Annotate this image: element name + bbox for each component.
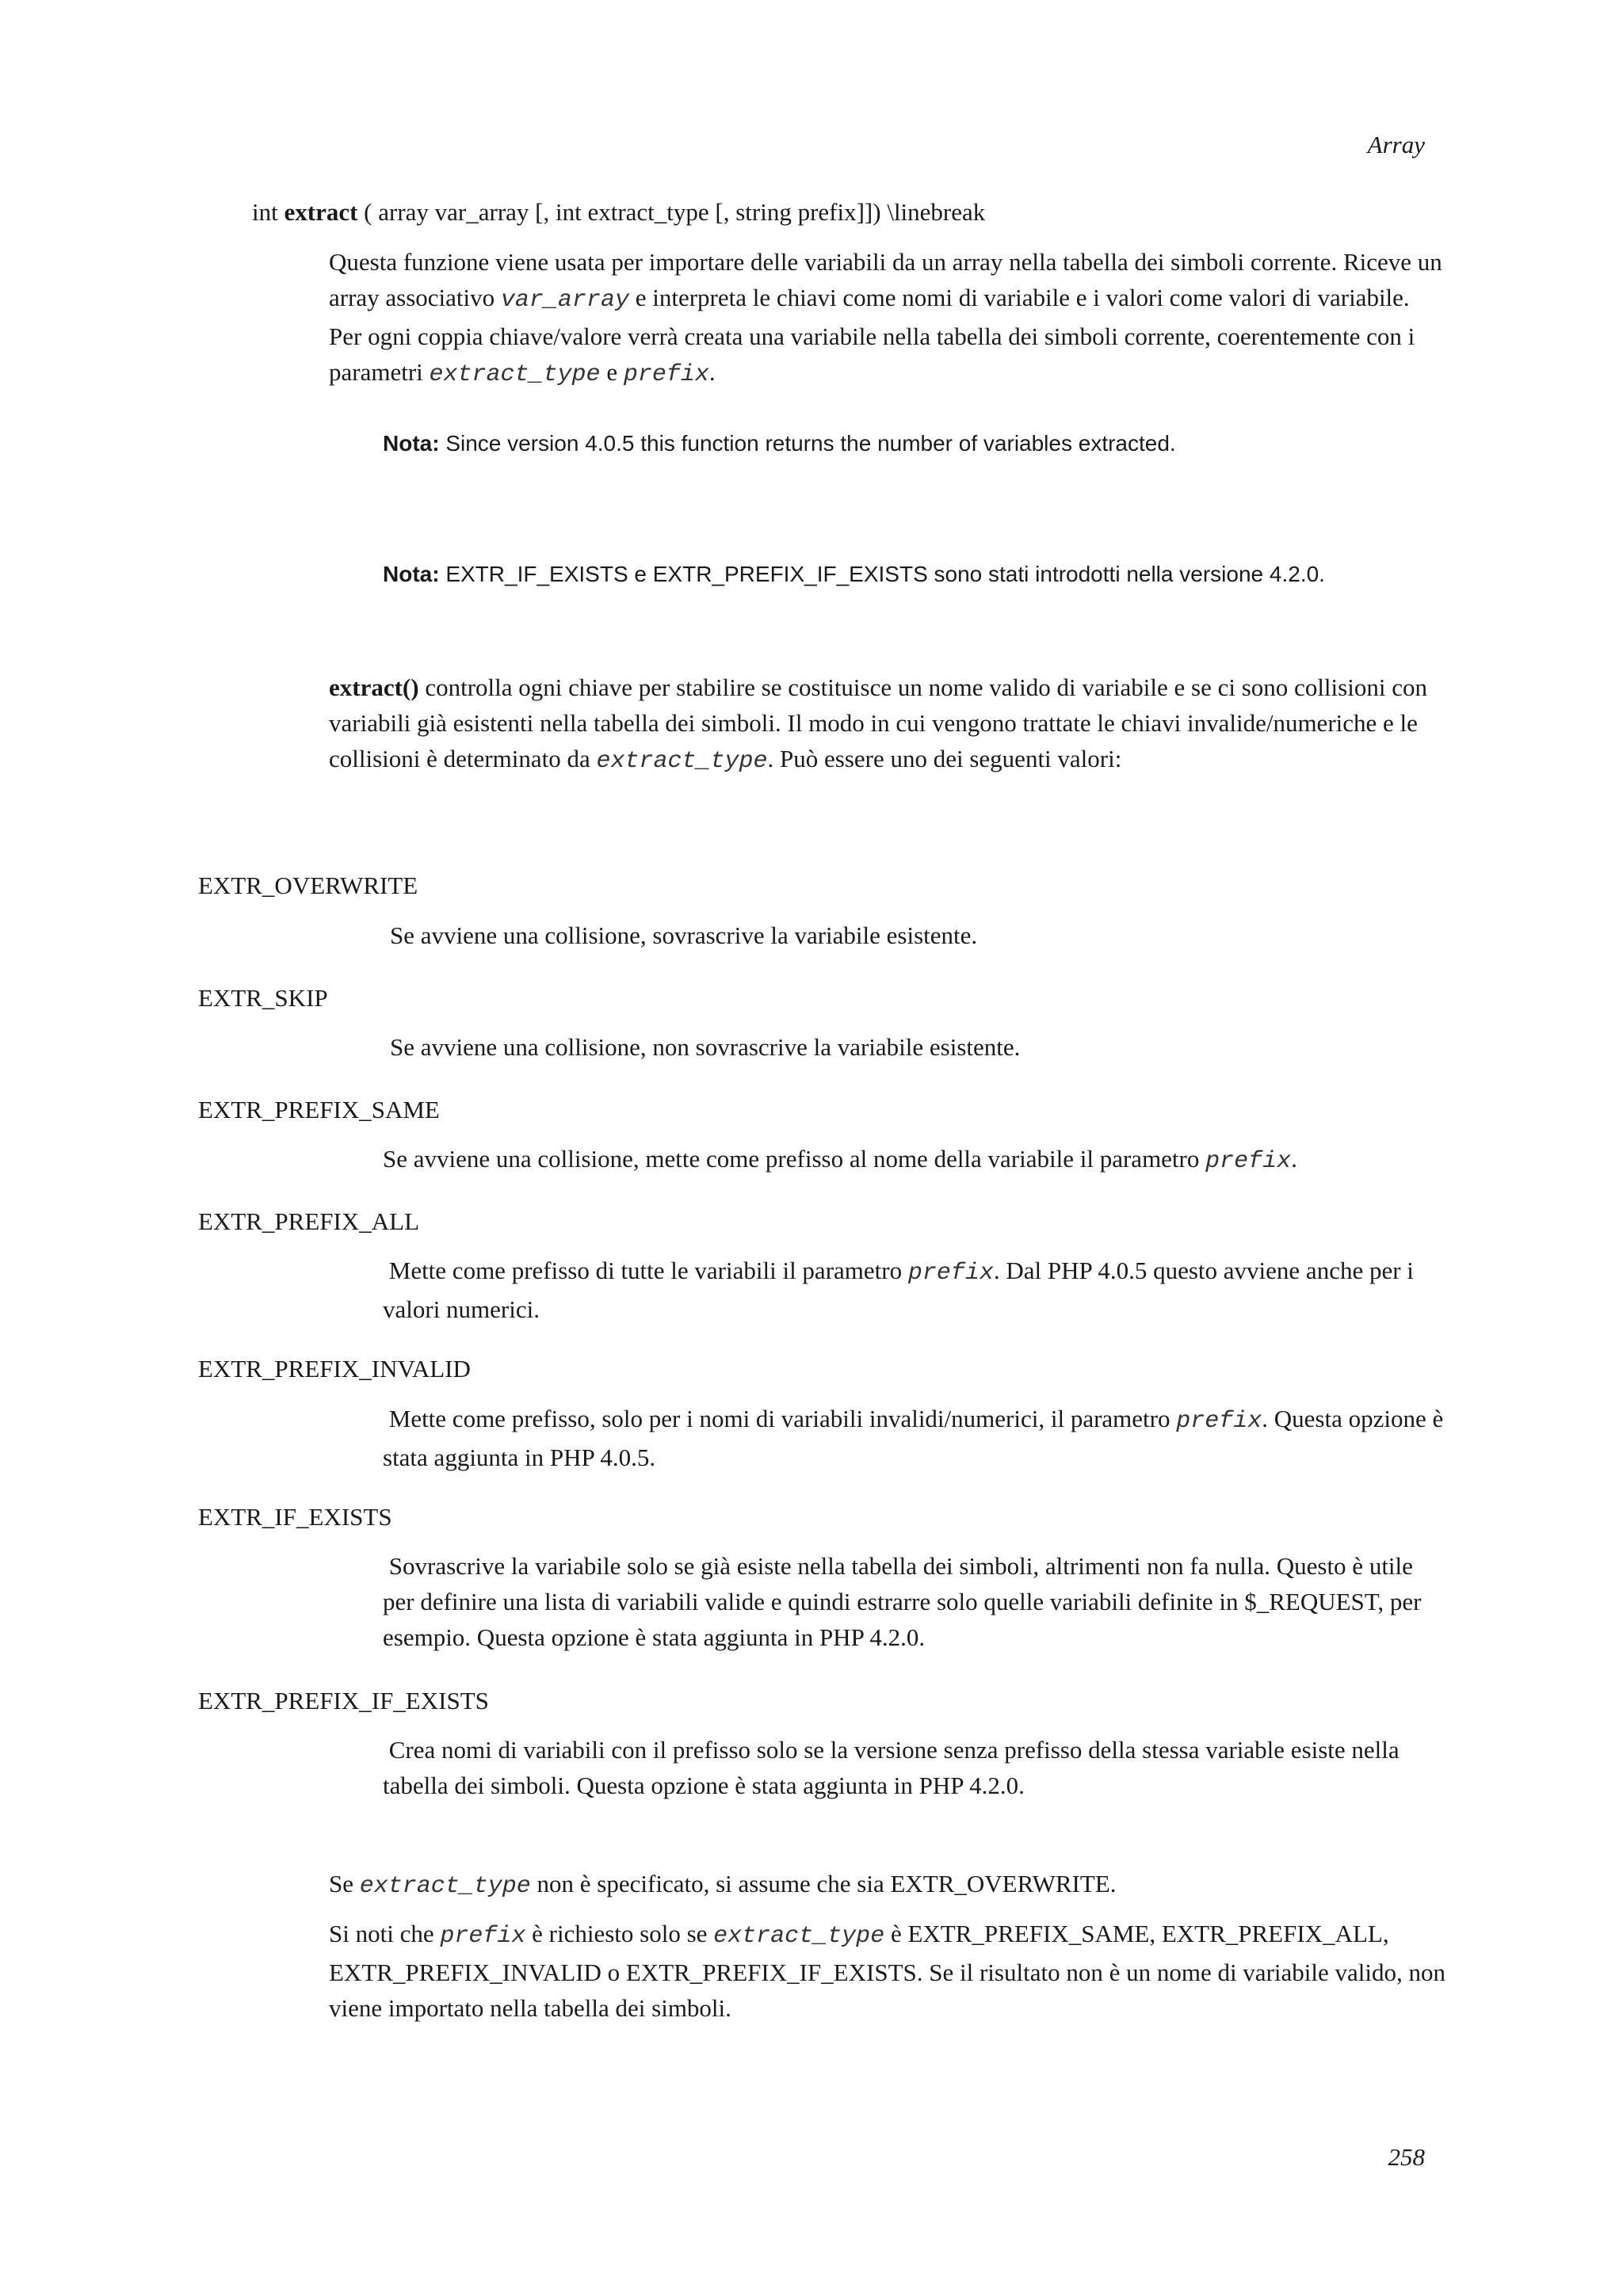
term-extr-prefix-if-exists: EXTR_PREFIX_IF_EXISTS	[198, 1687, 489, 1714]
code-extract-type: extract_type	[713, 1923, 885, 1950]
def-extr-prefix-all: Mette come prefisso di tutte le variabili il parametro prefix. Dal PHP 4.0.5 questo avviene anche per i valori numerici.	[383, 1257, 1414, 1323]
code-extract-type: extract_type	[596, 748, 768, 775]
def-extr-prefix-if-exists: Crea nomi di variabili con il prefisso solo se la versione senza prefisso della stessa variable esiste nella tabella dei simboli. Questa opzione è stata aggiunta in PHP 4.2.0.	[383, 1736, 1400, 1799]
function-name: extract	[284, 198, 358, 226]
code-prefix: prefix	[907, 1260, 994, 1287]
running-header: Array	[1367, 131, 1425, 158]
note-text: EXTR_IF_EXISTS e EXTR_PREFIX_IF_EXISTS sono stati introdotti nella versione 4.2.0.	[439, 562, 1325, 586]
return-type: int	[252, 198, 278, 226]
note-label: Nota:	[383, 431, 440, 456]
code-extract-type: extract_type	[429, 361, 601, 388]
term-extr-overwrite: EXTR_OVERWRITE	[198, 871, 418, 899]
code-prefix: prefix	[623, 361, 709, 388]
page-number: 258	[1388, 2143, 1425, 2171]
code-var-array: var_array	[500, 287, 629, 314]
def-extr-if-exists: Sovrascrive la variabile solo se già esiste nella tabella dei simboli, altrimenti non fa nulla. Questo è utile per definire una lista di variabili valide e quindi estrarre solo quelle variabili definite in $_REQUEST, per esempio. Questa opzione è stata aggiunta in PHP 4.2.0.	[383, 1552, 1422, 1651]
term-extr-prefix-same: EXTR_PREFIX_SAME	[198, 1096, 440, 1123]
prefix-requirement-paragraph: Si noti che prefix è richiesto solo se extract_type è EXTR_PREFIX_SAME, EXTR_PREFIX_ALL, EXTR_PREFIX_INVALID o EXTR_PREFIX_IF_EXISTS. Se il risultato non è un nome di variabile valido, non viene importato nella tabella dei simboli.	[329, 1920, 1445, 2022]
note-version	[383, 559, 1508, 590]
def-extr-prefix-invalid: Mette come prefisso, solo per i nomi di variabili invalidi/numerici, il parametro prefix. Questa opzione è stata aggiunta in PHP 4.0.5.	[383, 1405, 1444, 1471]
note-return-count	[383, 428, 1492, 460]
term-extr-prefix-all: EXTR_PREFIX_ALL	[198, 1207, 419, 1235]
function-synopsis	[252, 194, 1441, 230]
intro-paragraph: Questa funzione viene usata per importare delle variabili da un array nella tabella dei simboli corrente. Riceve un array associativo var_array e interpreta le chiavi come nomi di variabile e i valori come valori di variabile. Per ogni coppia chiave/valore verrà creata una variabile nella tabella dei simboli corrente, coerentemente con i parametri extract_type e prefix.	[329, 248, 1442, 388]
function-ref: extract()	[329, 673, 419, 701]
code-prefix: prefix	[1205, 1148, 1292, 1175]
code-prefix: prefix	[1176, 1408, 1262, 1435]
function-params: ( array var_array [, int extract_type [, string prefix]]) \linebreak	[364, 198, 986, 226]
term-extr-if-exists: EXTR_IF_EXISTS	[198, 1503, 392, 1531]
code-extract-type: extract_type	[359, 1873, 531, 1900]
term-extr-skip: EXTR_SKIP	[198, 984, 328, 1012]
default-type-paragraph: Se extract_type non è specificato, si assume che sia EXTR_OVERWRITE.	[329, 1870, 1117, 1900]
def-extr-prefix-same: Se avviene una collisione, mette come prefisso al nome della variabile il parametro prefix.	[383, 1145, 1297, 1175]
note-text: Since version 4.0.5 this function returns the number of variables extracted.	[439, 431, 1176, 456]
def-extr-overwrite: Se avviene una collisione, sovrascrive la variabile esistente.	[390, 921, 978, 949]
def-extr-skip: Se avviene una collisione, non sovrascrive la variabile esistente.	[390, 1033, 1021, 1061]
code-prefix: prefix	[440, 1923, 526, 1950]
term-extr-prefix-invalid: EXTR_PREFIX_INVALID	[198, 1355, 471, 1383]
note-label: Nota:	[383, 562, 440, 586]
check-paragraph: extract() controlla ogni chiave per stabilire se costituisce un nome valido di variabile e se ci sono collisioni con variabili già esistenti nella tabella dei simboli. Il modo in cui vengono trattate le chiavi invalide/numeriche e le collisioni è determinato da extract_type. Può essere uno dei seguenti valori:	[329, 673, 1427, 775]
